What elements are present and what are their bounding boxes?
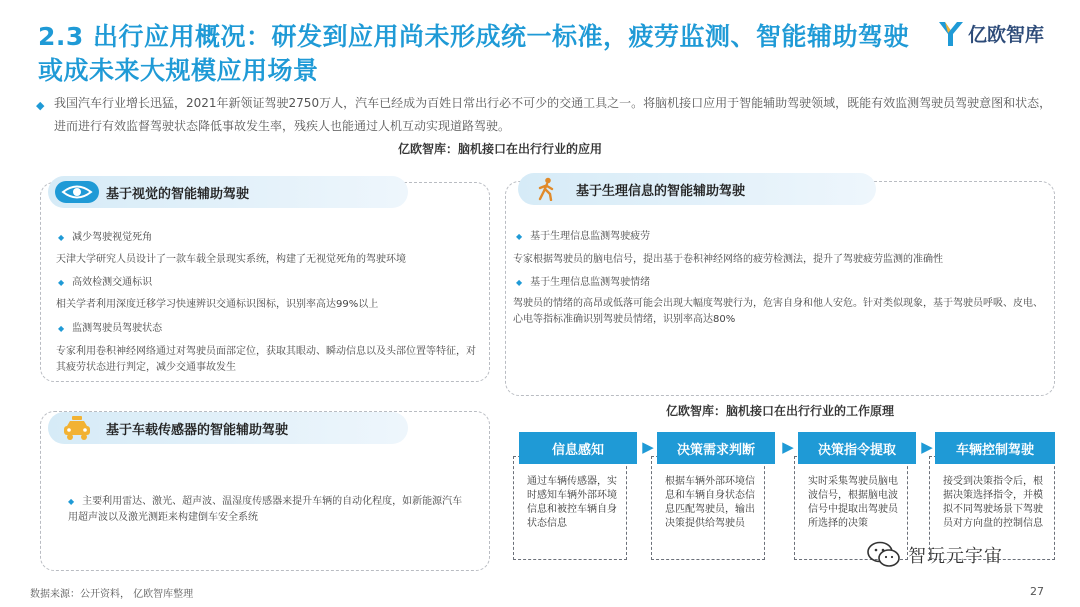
- vision-item-desc: 相关学者利用深度迁移学习快速辨识交通标识图标，识别率高达99%以上: [56, 299, 379, 310]
- physio-item-desc: 驾驶员的情绪的高昂或低落可能会出现大幅度驾驶行为，危害自身和他人安危。针对类似现象，基于驾驶员呼吸、皮电、心电等指标准确识别驾驶员情绪，识别率高达80%: [513, 298, 1043, 325]
- page-number: 27: [1030, 585, 1044, 598]
- flow-step-title: 信息感知: [519, 432, 637, 464]
- physio-header: [518, 173, 876, 205]
- physio-item-title: [516, 275, 1046, 291]
- caption-application: 亿欧智库：脑机接口在出行行业的应用: [397, 142, 602, 156]
- data-source: 数据来源：公开资料， 亿欧智库整理: [30, 589, 194, 600]
- vision-item-title: [58, 321, 478, 337]
- logo-text: 亿欧智库: [968, 23, 1045, 46]
- wechat-account: [866, 541, 1003, 569]
- vision-item-title: [58, 275, 478, 291]
- vision-header-label: 基于视觉的智能辅助驾驶: [106, 186, 250, 202]
- page-title: 2.3 出行应用概况：研发到应用尚未形成统一标准，疲劳监测、智能辅助驾驶或成未来大规模应用场景: [38, 22, 909, 85]
- sensor-header-label: 基于车载传感器的智能辅助驾驶: [106, 422, 289, 438]
- vision-item-title-text: 监测驾驶员驾驶状态: [72, 323, 163, 334]
- yiou-logo-icon: [936, 18, 966, 48]
- diamond-bullet-icon: ◆: [58, 233, 65, 242]
- sensor-header: [48, 412, 408, 444]
- vision-item-title: [58, 230, 478, 246]
- car-icon: [48, 415, 106, 441]
- flow-step-desc: 接受到决策指令后，根据决策选择指令，并模拟不同驾驶场景下驾驶员对方向盘的控制信息: [929, 456, 1055, 560]
- wechat-account-name: 智玩元宇宙: [908, 546, 1003, 567]
- sensor-item: [68, 494, 468, 526]
- vision-header: [48, 176, 408, 208]
- caption-workflow: 亿欧智库：脑机接口在出行行业的工作原理: [665, 404, 894, 418]
- arrow-right-icon: ▶: [921, 438, 933, 456]
- yiou-logo: [936, 16, 1056, 50]
- sensor-item-text: 主要利用雷达、激光、超声波、温湿度传感器来提升车辆的自动化程度，如新能源汽车用超声波以及激光测距来构建倒车安全系统: [68, 496, 463, 523]
- physio-item-title: [516, 229, 1046, 245]
- physio-item-desc: 专家根据驾驶员的脑电信号，提出基于卷积神经网络的疲劳检测法，提升了驾驶疲劳监测的准确性: [513, 254, 943, 265]
- physio-header-label: 基于生理信息的智能辅助驾驶: [576, 183, 746, 199]
- physio-item-title-text: 基于生理信息监测驾驶情绪: [530, 277, 651, 288]
- arrow-right-icon: ▶: [642, 438, 654, 456]
- diamond-bullet-icon: ◆: [516, 278, 523, 287]
- intro-paragraph: [36, 92, 1056, 138]
- wechat-icon: [866, 541, 902, 569]
- vision-item-desc: 天津大学研究人员设计了一款车载全景现实系统，构建了无视觉死角的驾驶环境: [56, 254, 406, 265]
- diamond-bullet-icon: ◆: [36, 99, 45, 112]
- physio-item-title-text: 基于生理信息监测驾驶疲劳: [530, 231, 651, 242]
- vision-item-title-text: 高效检测交通标识: [72, 277, 153, 288]
- vision-item-desc: 专家利用卷积神经网络通过对驾驶员面部定位，获取其眼动、瞬动信息以及头部位置等特征，对其疲劳状态进行判定，减少交通事故发生: [56, 346, 476, 373]
- flow-step-title: 决策需求判断: [657, 432, 775, 464]
- diamond-bullet-icon: ◆: [68, 497, 75, 506]
- diamond-bullet-icon: ◆: [58, 324, 65, 333]
- flow-step-title: 决策指令提取: [798, 432, 916, 464]
- vision-item-title-text: 减少驾驶视觉死角: [72, 232, 153, 243]
- diamond-bullet-icon: ◆: [516, 232, 523, 241]
- walking-person-icon: [518, 177, 576, 201]
- arrow-right-icon: ▶: [782, 438, 794, 456]
- flow-step-desc: 根据车辆外部环境信息和车辆自身状态信息匹配驾驶员，输出决策提供给驾驶员: [651, 456, 765, 560]
- flow-step-title: 车辆控制驾驶: [935, 432, 1055, 464]
- flow-step-desc: 通过车辆传感器，实时感知车辆外部环境信息和被控车辆自身状态信息: [513, 456, 627, 560]
- eye-icon: [48, 180, 106, 204]
- flow-step-desc: 实时采集驾驶员脑电波信号，根据脑电波信号中提取出驾驶员所选择的决策: [794, 456, 908, 560]
- intro-text: 我国汽车行业增长迅猛，2021年新领证驾驶2750万人，汽车已经成为百姓日常出行必不可少的交通工具之一。将脑机接口应用于智能辅助驾驶领域，既能有效监测驾驶员驾驶意图和状态，进而进行有效监督驾驶状态降低事故发生率，残疾人也能通过人机互动实现道路驾驶。: [54, 96, 1052, 133]
- diamond-bullet-icon: ◆: [58, 278, 65, 287]
